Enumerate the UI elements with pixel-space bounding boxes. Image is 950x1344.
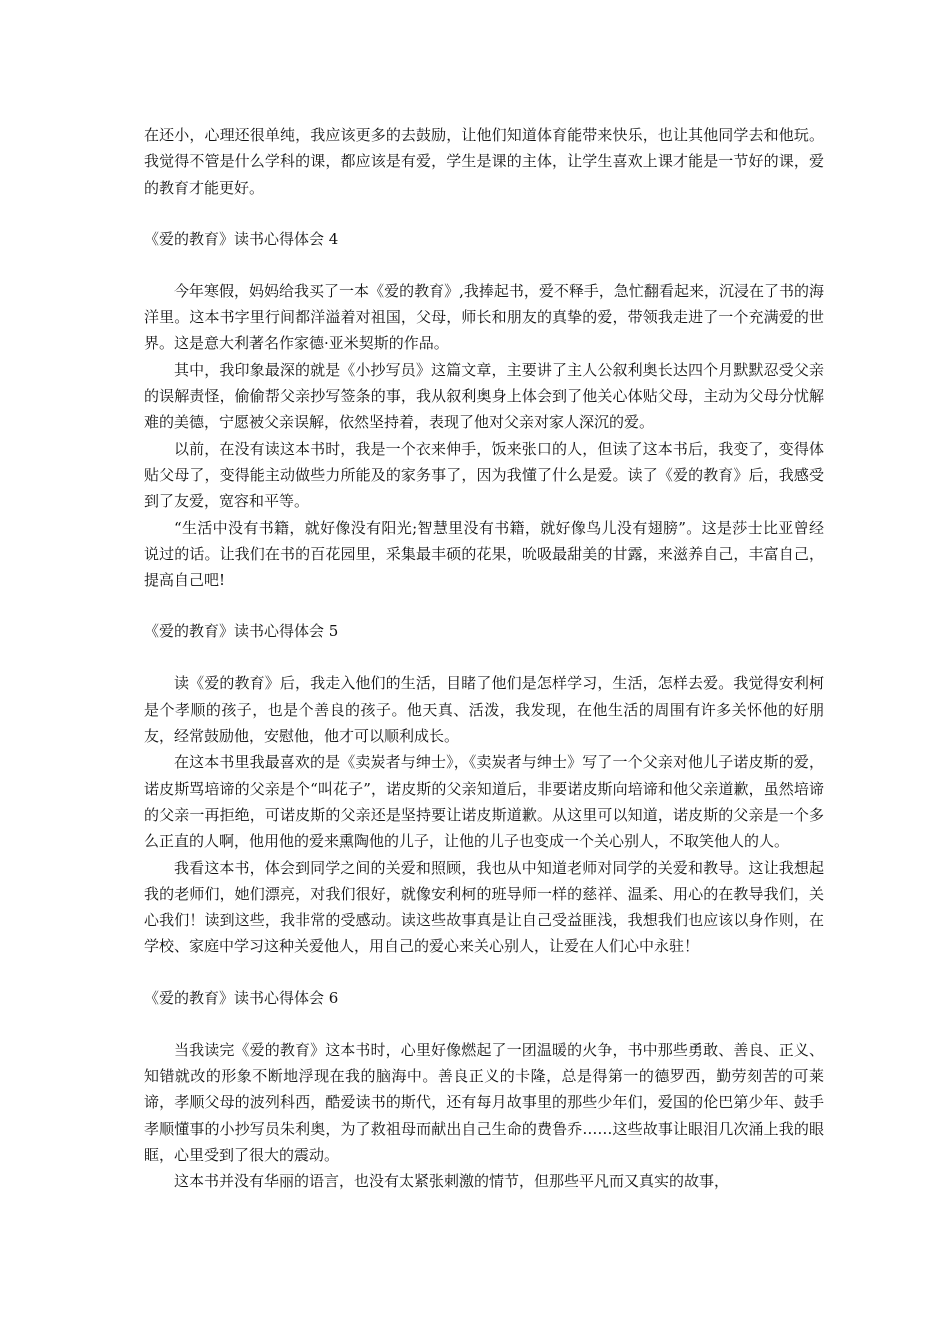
section-paragraph: 当我读完《爱的教育》这本书时，心里好像燃起了一团温暖的火争，书中那些勇敢、善良、正义、知错就改的形象不断地浮现在我的脑海中。善良正义的卡隆，总是得第一的德罗西，勤劳刻苦的可莱谛，孝顺父母的波列科西，酷爱读书的斯代，还有每月故事里的那些少年们，爱国的伦巴第少年、鼓手孝顺懂事的小抄写员朱利奥，为了救祖母而献出自己生命的费鲁乔……这些故事让眼泪几次涌上我的眼眶，心里受到了很大的震动。: [144, 1040, 824, 1164]
section-paragraph: 以前，在没有读这本书时，我是一个衣来伸手，饭来张口的人，但读了这本书后，我变了，变得体贴父母了，变得能主动做些力所能及的家务事了，因为我懂了什么是爱。读了《爱的教育》后，我感受到了友爱，宽容和平等。: [144, 439, 824, 511]
intro-paragraph: 在还小，心理还很单纯，我应该更多的去鼓励，让他们知道体育能带来快乐，也让其他同学去和他玩。我觉得不管是什么学科的课，都应该是有爱，学生是课的主体，让学生喜欢上课才能是一节好的课，爱的教育才能更好。: [144, 126, 824, 197]
section-heading: 《爱的教育》读书心得体会 5: [144, 622, 339, 641]
section-paragraph: 在这本书里我最喜欢的是《卖炭者与绅士》，《卖炭者与绅士》写了一个父亲对他儿子诺皮斯的爱，诺皮斯骂培谛的父亲是个“叫花子”，诺皮斯的父亲知道后，非要诺皮斯向培谛和他父亲道歉，虽然培谛的父亲一再拒绝，可诺皮斯的父亲还是坚持要让诺皮斯道歉。从这里可以知道，诺皮斯的父亲是一个多么正直的人啊，他用他的爱来熏陶他的儿子，让他的儿子也变成一个关心别人，不取笑他人的人。: [144, 753, 824, 851]
section-heading: 《爱的教育》读书心得体会 6: [144, 988, 339, 1007]
section-paragraph: 这本书并没有华丽的语言，也没有太紧张刺激的情节，但那些平凡而又真实的故事，: [174, 1172, 730, 1191]
section-paragraph: 读《爱的教育》后，我走入他们的生活，目睹了他们是怎样学习，生活，怎样去爱。我觉得安利柯是个孝顺的孩子，也是个善良的孩子。他天真、活泼，我发现，在他生活的周围有许多关怀他的好朋友，经常鼓励他，安慰他，他才可以顺利成长。: [144, 674, 824, 746]
section-paragraph: 今年寒假，妈妈给我买了一本《爱的教育》,我捧起书，爱不释手，急忙翻看起来，沉浸在了书的海洋里。这本书字里行间都洋溢着对祖国，父母，师长和朋友的真挚的爱，带领我走进了一个充满爱的世界。这是意大利著名作家德·亚米契斯的作品。: [144, 281, 824, 353]
section-5: [144, 618, 824, 959]
section-6: [144, 985, 824, 1195]
section-heading: 《爱的教育》读书心得体会 4: [144, 229, 339, 248]
section-paragraph: 我看这本书，体会到同学之间的关爱和照顾，我也从中知道老师对同学的关爱和教导。这让我想起我的老师们，她们漂亮，对我们很好，就像安利柯的班导师一样的慈祥、温柔、用心的在教导我们，关心我们！读到这些，我非常的受感动。读这些故事真是让自己受益匪浅，我想我们也应该以身作则，在学校、家庭中学习这种关爱他人，用自己的爱心来关心别人，让爱在人们心中永驻！: [144, 858, 824, 956]
document-page: [144, 122, 824, 1195]
section-paragraph: 其中，我印象最深的就是《小抄写员》这篇文章，主要讲了主人公叙利奥长达四个月默默忍受父亲的误解责怪，偷偷帮父亲抄写签条的事，我从叙利奥身上体会到了他关心体贴父母，主动为父母分忧解难的美德，宁愿被父亲误解，依然坚持着，表现了他对父亲对家人深沉的爱。: [144, 360, 824, 432]
section-paragraph: “生活中没有书籍，就好像没有阳光;智慧里没有书籍，就好像鸟儿没有翅膀”。这是莎士比亚曾经说过的话。让我们在书的百花园里，采集最丰硕的花果，吮吸最甜美的甘露，来滋养自己，丰富自己，提高自己吧!: [144, 518, 824, 590]
section-4: [144, 226, 824, 594]
